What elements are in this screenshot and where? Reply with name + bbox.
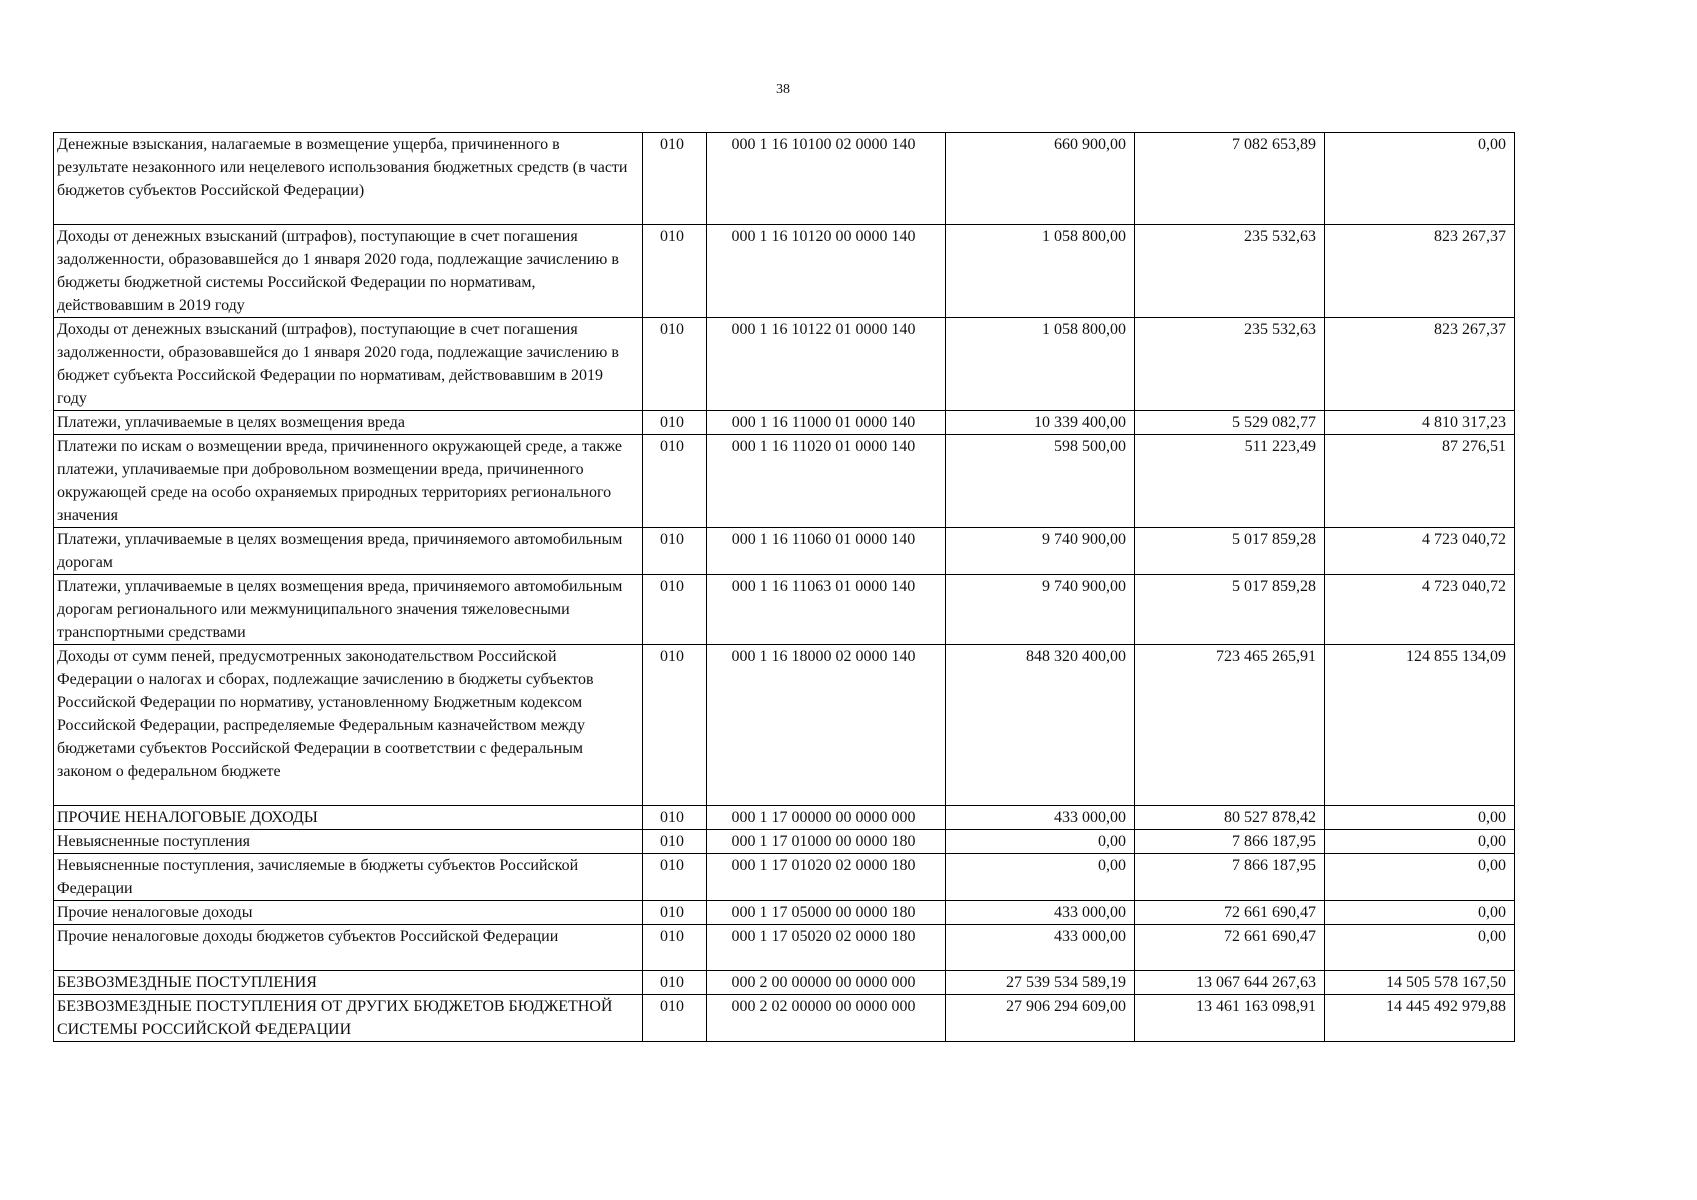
row-budget-code: 000 1 17 05000 00 0000 180: [707, 901, 946, 925]
row-rest-value: 0,00: [1325, 925, 1515, 971]
row-rest-value: 87 276,51: [1325, 435, 1515, 528]
row-fact-value: 235 532,63: [1135, 318, 1325, 411]
row-admin-code: 010: [643, 901, 707, 925]
row-plan-value: 1 058 800,00: [946, 318, 1135, 411]
row-admin-code: 010: [643, 645, 707, 806]
row-rest-value: 14 505 578 167,50: [1325, 971, 1515, 995]
table-row: [54, 971, 1515, 995]
row-budget-code: 000 1 16 11020 01 0000 140: [707, 435, 946, 528]
row-plan-value: 27 906 294 609,00: [946, 995, 1135, 1042]
row-budget-code: 000 1 17 01000 00 0000 180: [707, 830, 946, 854]
row-name: Платежи, уплачиваемые в целях возмещения вреда, причиняемого автомобильным дорогам регионального или межмуниципального значения тяжеловесными транспортными средствами: [54, 575, 643, 645]
row-name: Платежи по искам о возмещении вреда, причиненного окружающей среде, а также платежи, уплачиваемые при добровольном возмещении вреда, причиненного окружающей среде на особо охраняемых природных территориях регионального значения: [54, 435, 643, 528]
row-name: Невыясненные поступления, зачисляемые в бюджеты субъектов Российской Федерации: [54, 854, 643, 901]
row-fact-value: 7 866 187,95: [1135, 830, 1325, 854]
row-name: ПРОЧИЕ НЕНАЛОГОВЫЕ ДОХОДЫ: [54, 806, 643, 830]
row-fact-value: 72 661 690,47: [1135, 901, 1325, 925]
row-budget-code: 000 1 17 00000 00 0000 000: [707, 806, 946, 830]
row-plan-value: 0,00: [946, 854, 1135, 901]
row-fact-value: 7 866 187,95: [1135, 854, 1325, 901]
row-name: Доходы от денежных взысканий (штрафов), поступающие в счет погашения задолженности, образовавшейся до 1 января 2020 года, подлежащие зачислению в бюджет субъекта Российской Федерации по нормативам, действовавшим в 2019 году: [54, 318, 643, 411]
row-rest-value: 823 267,37: [1325, 318, 1515, 411]
row-plan-value: 433 000,00: [946, 806, 1135, 830]
table-row: [54, 575, 1515, 645]
table-row: [54, 528, 1515, 575]
row-name: Невыясненные поступления: [54, 830, 643, 854]
row-name: Прочие неналоговые доходы бюджетов субъектов Российской Федерации: [54, 925, 643, 971]
row-budget-code: 000 2 02 00000 00 0000 000: [707, 995, 946, 1042]
table-row: [54, 806, 1515, 830]
row-name: Платежи, уплачиваемые в целях возмещения вреда: [54, 411, 643, 435]
row-rest-value: 4 723 040,72: [1325, 575, 1515, 645]
row-rest-value: 823 267,37: [1325, 225, 1515, 318]
row-admin-code: 010: [643, 225, 707, 318]
row-budget-code: 000 1 16 11060 01 0000 140: [707, 528, 946, 575]
row-admin-code: 010: [643, 133, 707, 225]
row-rest-value: 0,00: [1325, 133, 1515, 225]
table-row: [54, 925, 1515, 971]
row-rest-value: 4 723 040,72: [1325, 528, 1515, 575]
revenue-table: [53, 132, 1515, 1042]
table-row: [54, 995, 1515, 1042]
row-plan-value: 848 320 400,00: [946, 645, 1135, 806]
row-admin-code: 010: [643, 995, 707, 1042]
row-plan-value: 9 740 900,00: [946, 528, 1135, 575]
row-rest-value: 0,00: [1325, 806, 1515, 830]
table-row: [54, 830, 1515, 854]
row-fact-value: 5 529 082,77: [1135, 411, 1325, 435]
page-number: 38: [776, 82, 790, 97]
row-admin-code: 010: [643, 830, 707, 854]
row-budget-code: 000 1 16 10122 01 0000 140: [707, 318, 946, 411]
table-row: [54, 411, 1515, 435]
table-row: [54, 318, 1515, 411]
row-admin-code: 010: [643, 435, 707, 528]
row-name: Денежные взыскания, налагаемые в возмещение ущерба, причиненного в результате незаконного или нецелевого использования бюджетных средств (в части бюджетов субъектов Российской Федерации): [54, 133, 643, 225]
table-row: [54, 645, 1515, 806]
row-budget-code: 000 1 16 10120 00 0000 140: [707, 225, 946, 318]
table-row: [54, 225, 1515, 318]
row-fact-value: 5 017 859,28: [1135, 528, 1325, 575]
row-admin-code: 010: [643, 971, 707, 995]
row-fact-value: 80 527 878,42: [1135, 806, 1325, 830]
row-budget-code: 000 2 00 00000 00 0000 000: [707, 971, 946, 995]
row-rest-value: 0,00: [1325, 830, 1515, 854]
row-plan-value: 0,00: [946, 830, 1135, 854]
row-plan-value: 598 500,00: [946, 435, 1135, 528]
table-row: [54, 133, 1515, 225]
row-budget-code: 000 1 17 01020 02 0000 180: [707, 854, 946, 901]
row-name: Прочие неналоговые доходы: [54, 901, 643, 925]
row-admin-code: 010: [643, 528, 707, 575]
row-plan-value: 660 900,00: [946, 133, 1135, 225]
table-row: [54, 901, 1515, 925]
row-plan-value: 9 740 900,00: [946, 575, 1135, 645]
row-admin-code: 010: [643, 411, 707, 435]
row-budget-code: 000 1 16 11063 01 0000 140: [707, 575, 946, 645]
row-fact-value: 72 661 690,47: [1135, 925, 1325, 971]
row-budget-code: 000 1 17 05020 02 0000 180: [707, 925, 946, 971]
row-name: БЕЗВОЗМЕЗДНЫЕ ПОСТУПЛЕНИЯ: [54, 971, 643, 995]
row-admin-code: 010: [643, 925, 707, 971]
row-rest-value: 14 445 492 979,88: [1325, 995, 1515, 1042]
row-admin-code: 010: [643, 806, 707, 830]
row-name: Доходы от сумм пеней, предусмотренных законодательством Российской Федерации о налогах и сборах, подлежащие зачислению в бюджеты субъектов Российской Федерации по нормативу, установленному Бюджетным кодексом Российской Федерации, распределяемые Федеральным казначейством между бюджетами субъектов Российской Федерации в соответствии с федеральным законом о федеральном бюджете: [54, 645, 643, 806]
row-budget-code: 000 1 16 10100 02 0000 140: [707, 133, 946, 225]
row-fact-value: 5 017 859,28: [1135, 575, 1325, 645]
row-plan-value: 10 339 400,00: [946, 411, 1135, 435]
row-rest-value: 0,00: [1325, 854, 1515, 901]
row-fact-value: 235 532,63: [1135, 225, 1325, 318]
row-fact-value: 13 067 644 267,63: [1135, 971, 1325, 995]
table-row: [54, 854, 1515, 901]
row-rest-value: 4 810 317,23: [1325, 411, 1515, 435]
row-name: Доходы от денежных взысканий (штрафов), поступающие в счет погашения задолженности, образовавшейся до 1 января 2020 года, подлежащие зачислению в бюджеты бюджетной системы Российской Федерации по нормативам, действовавшим в 2019 году: [54, 225, 643, 318]
row-admin-code: 010: [643, 575, 707, 645]
row-plan-value: 1 058 800,00: [946, 225, 1135, 318]
row-rest-value: 124 855 134,09: [1325, 645, 1515, 806]
row-fact-value: 13 461 163 098,91: [1135, 995, 1325, 1042]
row-name: Платежи, уплачиваемые в целях возмещения вреда, причиняемого автомобильным дорогам: [54, 528, 643, 575]
row-plan-value: 27 539 534 589,19: [946, 971, 1135, 995]
row-fact-value: 7 082 653,89: [1135, 133, 1325, 225]
table-row: [54, 435, 1515, 528]
row-admin-code: 010: [643, 318, 707, 411]
row-budget-code: 000 1 16 18000 02 0000 140: [707, 645, 946, 806]
row-rest-value: 0,00: [1325, 901, 1515, 925]
row-admin-code: 010: [643, 854, 707, 901]
row-plan-value: 433 000,00: [946, 925, 1135, 971]
row-name: БЕЗВОЗМЕЗДНЫЕ ПОСТУПЛЕНИЯ ОТ ДРУГИХ БЮДЖЕТОВ БЮДЖЕТНОЙ СИСТЕМЫ РОССИЙСКОЙ ФЕДЕРАЦИИ: [54, 995, 643, 1042]
row-fact-value: 511 223,49: [1135, 435, 1325, 528]
row-plan-value: 433 000,00: [946, 901, 1135, 925]
row-budget-code: 000 1 16 11000 01 0000 140: [707, 411, 946, 435]
row-fact-value: 723 465 265,91: [1135, 645, 1325, 806]
